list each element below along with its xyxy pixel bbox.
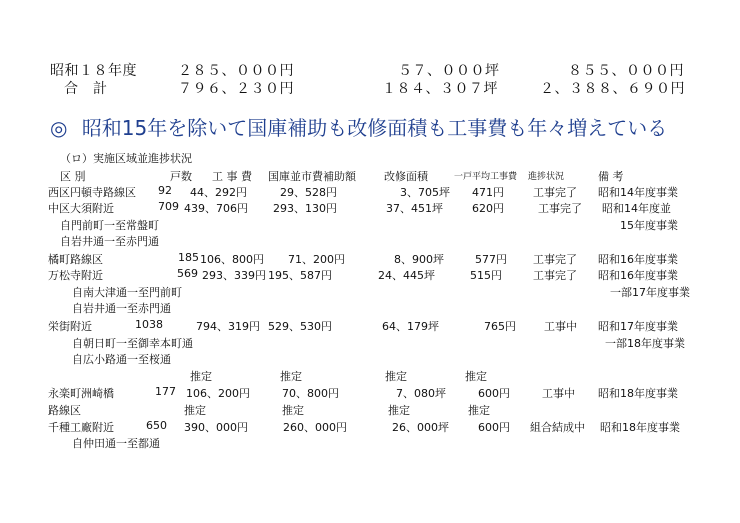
note: 昭和14年度事業 xyxy=(598,186,678,199)
subsidy: 260、000円 xyxy=(283,421,347,434)
col-area: 改修面積 xyxy=(384,170,428,183)
cost: 794、319円 xyxy=(196,320,260,333)
summary-label: 昭和１８年度 xyxy=(50,63,137,79)
status: 工事完了 xyxy=(538,202,582,215)
col-households: 戸数 xyxy=(170,170,192,183)
cost: 293、339円 xyxy=(202,269,266,282)
district-name: 万松寺附近 xyxy=(48,269,103,282)
note: 昭和16年度事業 xyxy=(598,253,678,266)
col-note: 備 考 xyxy=(598,170,624,183)
average-cost: 600円 xyxy=(478,387,510,400)
estimate-label: 推定 xyxy=(282,404,304,417)
summary-area: ５７、０００坪 xyxy=(398,63,500,79)
average-cost: 577円 xyxy=(475,253,507,266)
status: 工事中 xyxy=(542,387,575,400)
households: 185 xyxy=(178,251,199,264)
route-subline: 自南大津通一至門前町 xyxy=(72,286,182,299)
estimate-label: 推定 xyxy=(190,370,212,383)
col-average: 一戸平均工事費 xyxy=(454,172,518,182)
note: 昭和17年度事業 xyxy=(598,320,678,333)
households: 569 xyxy=(177,267,198,280)
note-subline: 一部17年度事業 xyxy=(610,286,690,299)
cost: 390、000円 xyxy=(184,421,248,434)
note: 昭和18年度事業 xyxy=(600,421,680,434)
district-name: 栄街附近 xyxy=(48,320,92,333)
area: 26、000坪 xyxy=(392,421,449,434)
status: 工事完了 xyxy=(533,253,577,266)
households: 650 xyxy=(146,419,167,432)
average-cost: 515円 xyxy=(470,269,502,282)
section-title: （ロ）実施区域並進捗状況 xyxy=(60,152,192,165)
note: 昭和14年度並 xyxy=(602,202,671,215)
subsidy: 29、528円 xyxy=(280,186,337,199)
estimate-label: 推定 xyxy=(465,370,487,383)
route-subline: 自広小路通一至桜通 xyxy=(72,353,171,366)
area: 64、179坪 xyxy=(382,320,439,333)
summary-cost: ２８５、０００円 xyxy=(178,63,294,79)
area: 3、705坪 xyxy=(400,186,450,199)
col-district: 区 別 xyxy=(60,170,86,183)
summary-cost: ７９６、２３０円 xyxy=(178,81,294,97)
summary-label: 合 計 xyxy=(64,81,108,97)
route-subline: 自朝日町一至御幸本町通 xyxy=(72,337,193,350)
cost: 106、200円 xyxy=(186,387,250,400)
average-cost: 600円 xyxy=(478,421,510,434)
average-cost: 765円 xyxy=(484,320,516,333)
area: 24、445坪 xyxy=(378,269,435,282)
area: 37、451坪 xyxy=(386,202,443,215)
subsidy: 71、200円 xyxy=(288,253,345,266)
summary-area: １８４、３０７坪 xyxy=(382,81,498,97)
average-cost: 471円 xyxy=(472,186,504,199)
subsidy: 70、800円 xyxy=(282,387,339,400)
note-subline: 15年度事業 xyxy=(620,219,678,232)
route-subline: 自仲田通一至都通 xyxy=(72,437,160,450)
status: 工事中 xyxy=(544,320,577,333)
subsidy: 293、130円 xyxy=(273,202,337,215)
subsidy: 195、587円 xyxy=(268,269,332,282)
district-name: 千種工廠附近 xyxy=(48,421,114,434)
summary-total: ２、３８８、６９０円 xyxy=(540,81,685,97)
cost: 439、706円 xyxy=(184,202,248,215)
note: 昭和16年度事業 xyxy=(598,269,678,282)
estimate-label: 推定 xyxy=(468,404,490,417)
note-subline: 一部18年度事業 xyxy=(605,337,685,350)
col-subsidy: 国庫並市費補助額 xyxy=(268,170,356,183)
route-subline: 自岩井通一至赤門通 xyxy=(72,302,171,315)
district-name: 永楽町洲崎橋 xyxy=(48,387,114,400)
status: 工事完了 xyxy=(533,186,577,199)
status: 工事完了 xyxy=(533,269,577,282)
estimate-label: 推定 xyxy=(385,370,407,383)
households: 709 xyxy=(158,200,179,213)
estimate-label: 推定 xyxy=(280,370,302,383)
average-cost: 620円 xyxy=(472,202,504,215)
subsidy: 529、530円 xyxy=(268,320,332,333)
route-subline: 自岩井通一至赤門通 xyxy=(60,235,159,248)
area: 8、900坪 xyxy=(394,253,444,266)
households: 1038 xyxy=(135,318,163,331)
district-name: 西区円頓寺路線区 xyxy=(48,186,136,199)
route-subline: 自門前町一至常盤町 xyxy=(60,219,159,232)
double-circle-icon: ◎ xyxy=(50,116,68,140)
cost: 44、292円 xyxy=(190,186,247,199)
district-name: 橘町路線区 xyxy=(48,253,103,266)
highlight-heading xyxy=(50,112,667,141)
status: 組合結成中 xyxy=(530,421,585,434)
district-name: 中区大須附近 xyxy=(48,202,114,215)
summary-total: ８５５、０００円 xyxy=(568,63,684,79)
estimate-label: 推定 xyxy=(184,404,206,417)
route-subline: 路線区 xyxy=(48,404,81,417)
cost: 106、800円 xyxy=(200,253,264,266)
heading-text: 昭和15年を除いて国庫補助も改修面積も工事費も年々増えている xyxy=(81,116,668,140)
note: 昭和18年度事業 xyxy=(598,387,678,400)
households: 177 xyxy=(155,385,176,398)
area: 7、080坪 xyxy=(396,387,446,400)
col-status: 進捗状況 xyxy=(528,172,565,182)
households: 92 xyxy=(158,184,172,197)
col-cost: 工 事 費 xyxy=(212,170,252,183)
estimate-label: 推定 xyxy=(388,404,410,417)
